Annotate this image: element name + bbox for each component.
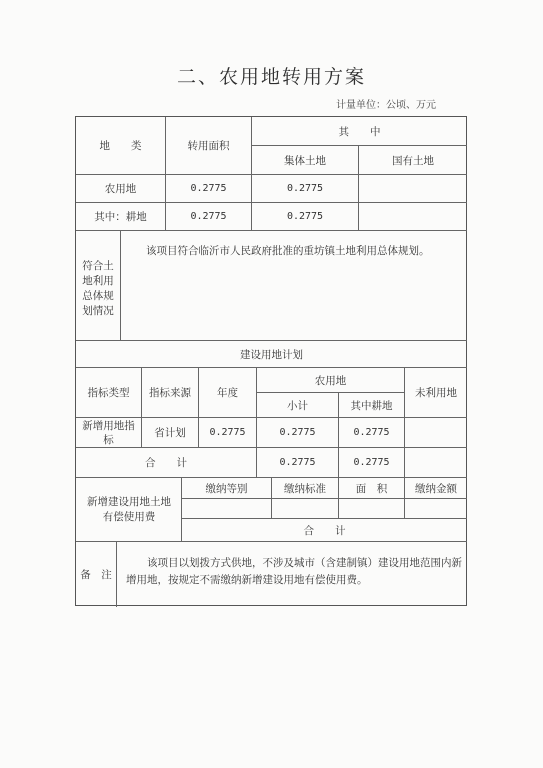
rule xyxy=(76,541,467,542)
header-payment-category: 缴纳等别 xyxy=(205,482,248,495)
total-label: 合 计 xyxy=(145,457,187,469)
header-of-which: 其 中 xyxy=(338,125,381,138)
row-area-value: 0.2775 xyxy=(190,183,227,194)
unit-label: 计量单位：公顷、万元 xyxy=(336,100,436,111)
row-collective-value: 0.2775 xyxy=(286,211,324,222)
header-agri-land: 农用地 xyxy=(314,374,347,387)
indicator-source-value: 省计划 xyxy=(154,427,186,439)
header-collective-land: 集体土地 xyxy=(284,154,326,167)
page-title: 二、农用地转用方案 xyxy=(176,66,366,88)
plan-conformity-label: 符合土地利用总体规划情况 xyxy=(82,260,114,317)
header-payment-amount: 缴纳金额 xyxy=(415,482,457,495)
row-area-value: 0.2775 xyxy=(190,211,227,222)
header-land-type: 地 类 xyxy=(99,140,142,152)
header-indicator-source: 指标来源 xyxy=(149,387,191,399)
rule xyxy=(181,498,467,499)
header-converted-area: 转用面积 xyxy=(187,140,230,152)
header-subtotal: 小计 xyxy=(287,399,308,412)
fee-section-label: 新增建设用地土地有偿使用费 xyxy=(87,495,171,523)
year-value: 0.2775 xyxy=(209,427,246,438)
fee-total-label: 合 计 xyxy=(303,524,346,537)
header-of-which-arable: 其中耕地 xyxy=(350,399,393,412)
land-conversion-table xyxy=(75,116,467,606)
arable-value: 0.2775 xyxy=(353,427,390,438)
header-unused-land: 未利用地 xyxy=(415,387,457,399)
row-state-value xyxy=(359,203,467,230)
plan-conformity-text: 该项目符合临沂市人民政府批准的重坊镇土地利用总体规划。 xyxy=(146,245,430,257)
indicator-type-value: 新增用地指标 xyxy=(82,419,135,446)
subtotal-value: 0.2775 xyxy=(279,427,316,438)
header-indicator-type: 指标类型 xyxy=(87,387,130,399)
row-state-value xyxy=(359,175,467,202)
row-collective-value: 0.2775 xyxy=(286,183,324,194)
total-subtotal-value: 0.2775 xyxy=(279,457,316,468)
header-payment-standard: 缴纳标准 xyxy=(284,482,326,495)
construction-plan-title: 建设用地计划 xyxy=(240,348,303,361)
header-state-land: 国有土地 xyxy=(392,154,434,167)
rule xyxy=(76,230,467,231)
total-arable-value: 0.2775 xyxy=(353,457,390,468)
remarks-label: 备 注 xyxy=(80,569,112,581)
remarks-text: 该项目以划拨方式供地，不涉及城市（含建制镇）建设用地范围内新增用地，按规定不需缴纳新增建设用地有偿使用费。 xyxy=(126,557,462,586)
unused-value xyxy=(405,418,467,447)
rule xyxy=(120,230,121,340)
row-label: 其中：耕地 xyxy=(94,211,147,223)
rule xyxy=(116,541,117,607)
row-label: 农用地 xyxy=(104,183,137,195)
header-payment-area: 面 积 xyxy=(355,482,388,495)
header-year: 年度 xyxy=(217,387,238,399)
